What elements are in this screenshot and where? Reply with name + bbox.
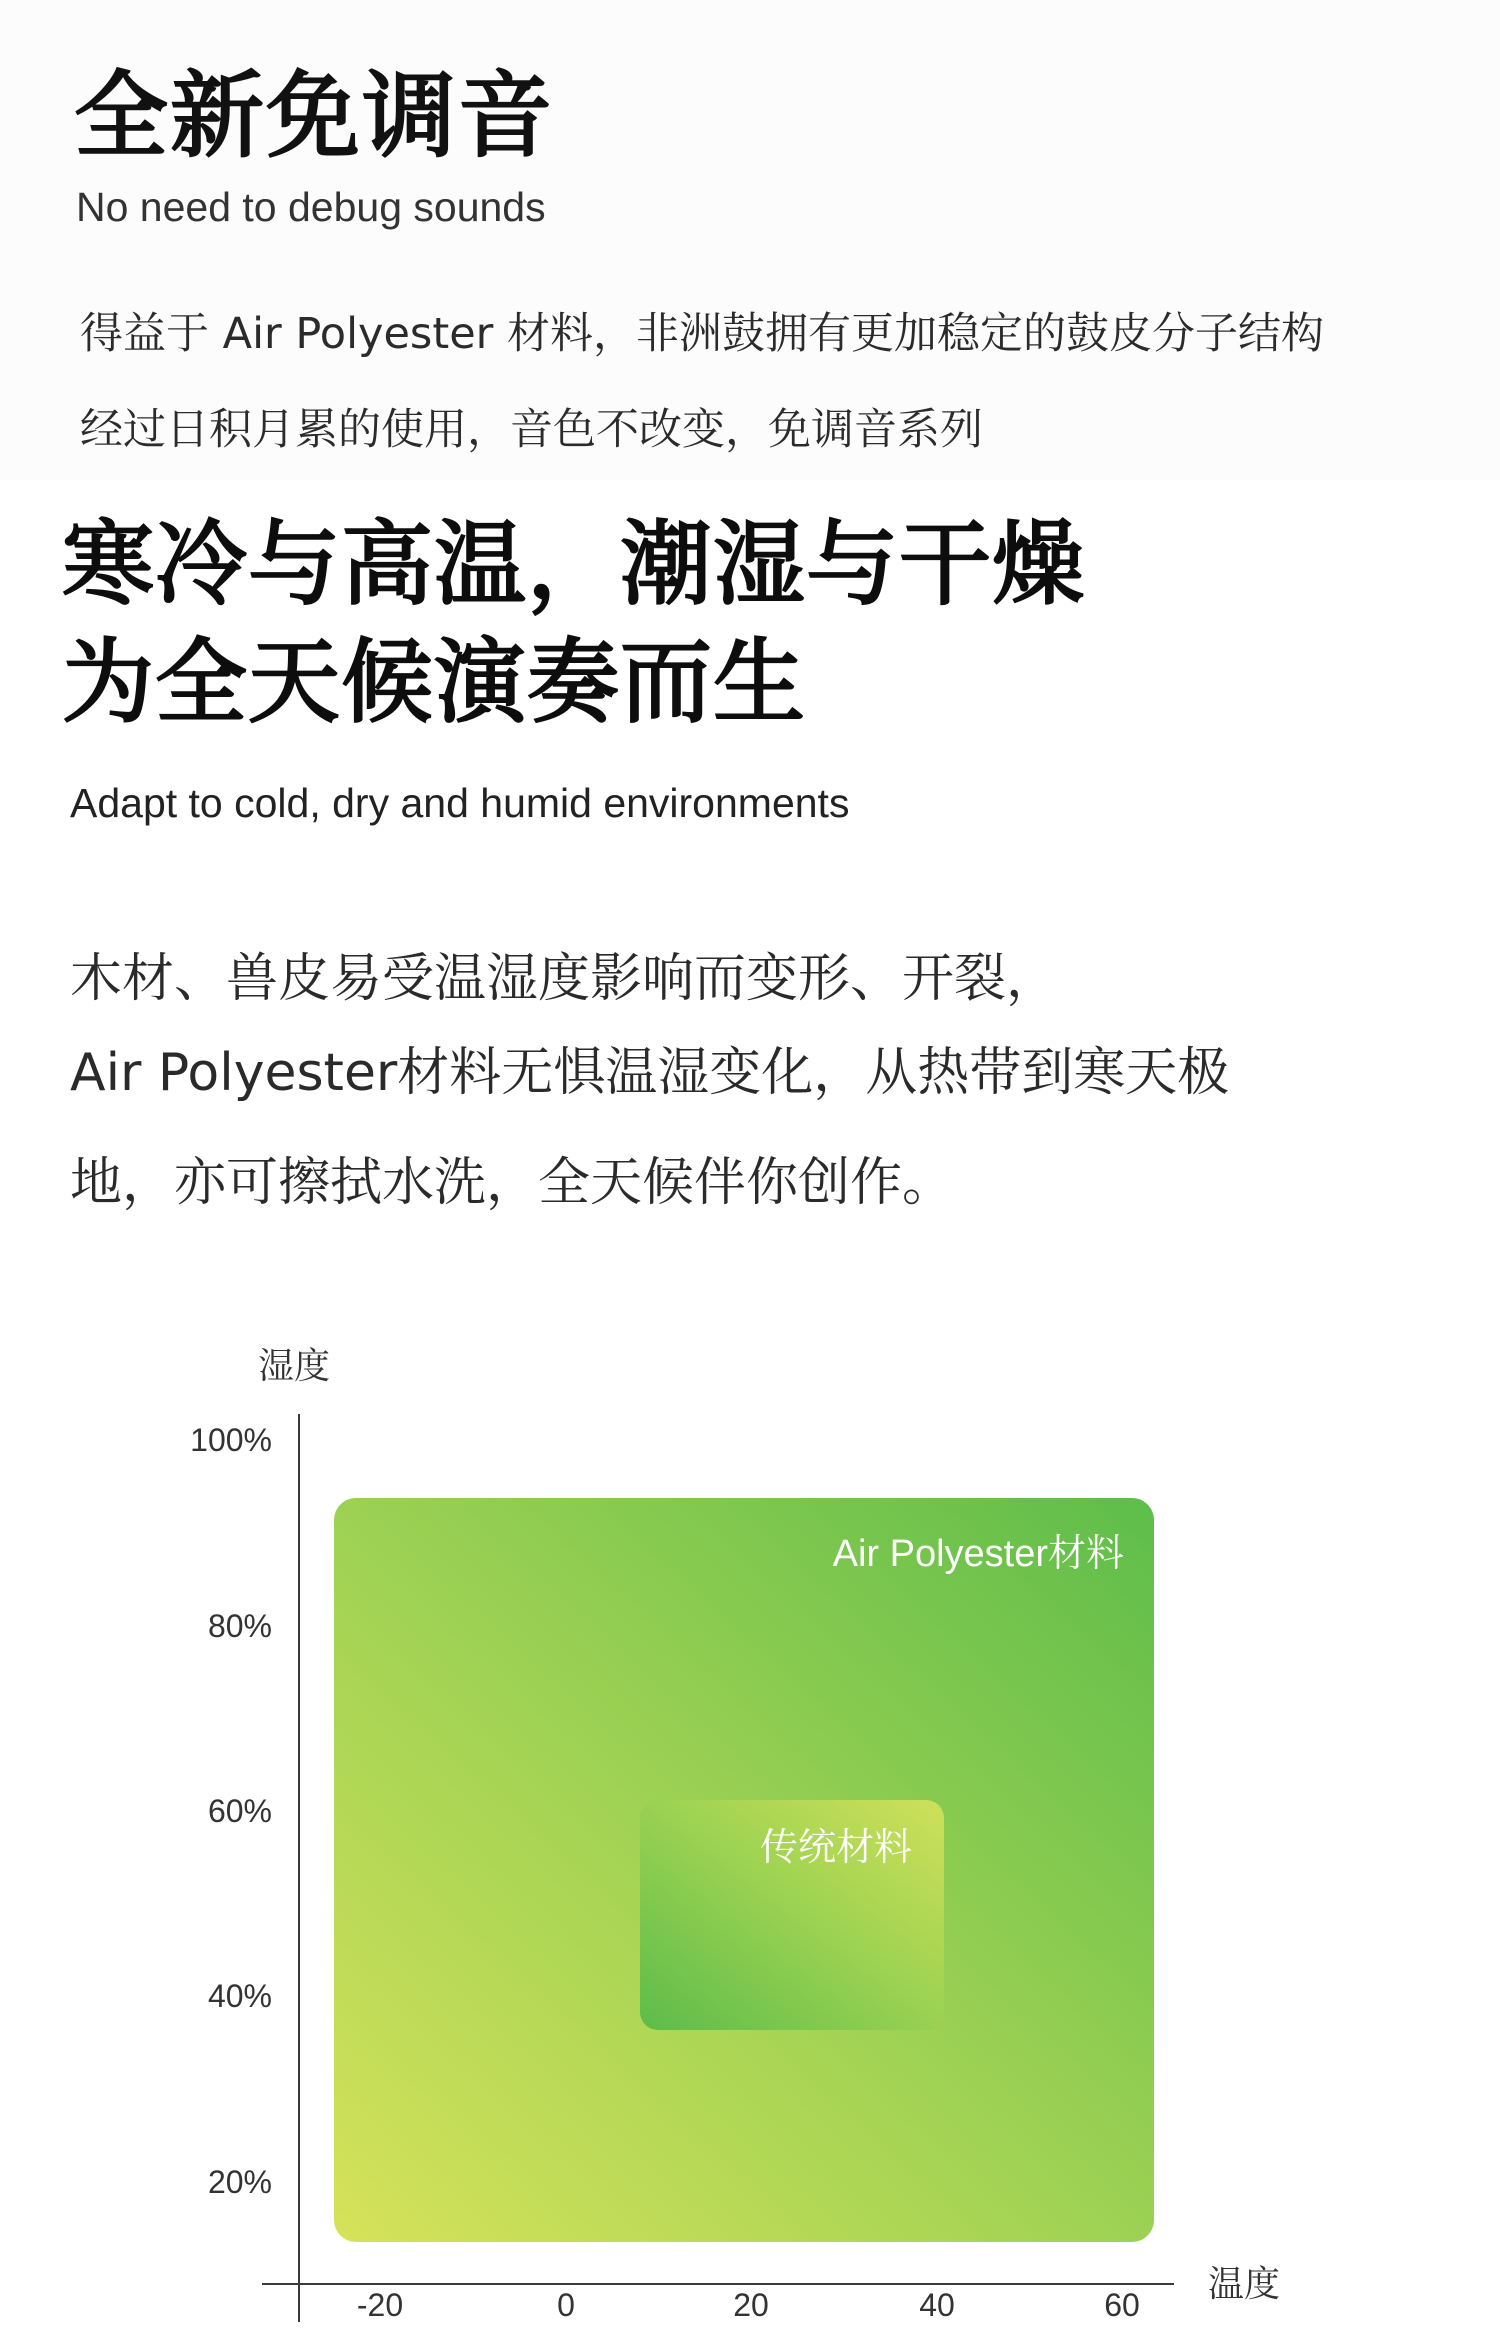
y-tick-label: 80%	[207, 1608, 272, 1644]
x-tick-label: 60	[1104, 2287, 1140, 2323]
x-tick-label: 20	[733, 2287, 769, 2323]
x-tick-label: -20	[356, 2287, 404, 2323]
section2-body-line: 地，亦可擦拭水洗，全天候伴你创作。	[70, 1153, 955, 1213]
x-axis-title: 温度	[1208, 2264, 1281, 2305]
y-tick-label: 20%	[207, 2164, 272, 2200]
section1-body-line: 得益于 Air Polyester 材料，非洲鼓拥有更加稳定的鼓皮分子结构	[80, 309, 1324, 359]
section2-subtitle: Adapt to cold, dry and humid environments	[70, 780, 850, 826]
section2-title-line2: 为全天候演奏而生	[62, 629, 807, 736]
air-polyester-label: Air Polyester材料	[832, 1533, 1124, 1575]
section1-title: 全新免调音	[74, 62, 555, 171]
section1-body	[80, 286, 1324, 478]
section1-body-line: 经过日积月累的使用，音色不改变，免调音系列	[80, 405, 983, 455]
y-tick-label: 40%	[207, 1978, 272, 2014]
x-axis-line	[262, 2283, 1174, 2285]
section2-body-line: Air Polyester材料无惧温湿变化，从热带到寒天极	[70, 1043, 1230, 1103]
section1-subtitle: No need to debug sounds	[76, 184, 546, 230]
section2-body-line: 木材、兽皮易受温湿度影响而变形、开裂，	[70, 949, 1059, 1009]
x-tick-label: 40	[919, 2287, 955, 2323]
x-tick-label: 0	[557, 2287, 575, 2323]
traditional-material-label: 传统材料	[760, 1825, 913, 1869]
y-tick-label: 100%	[190, 1422, 272, 1458]
y-axis-title: 湿度	[258, 1346, 331, 1387]
y-axis-line	[298, 1414, 300, 2322]
section2-title-line1: 寒冷与高温，潮湿与干燥	[62, 511, 1086, 618]
y-tick-label: 60%	[207, 1793, 272, 1829]
